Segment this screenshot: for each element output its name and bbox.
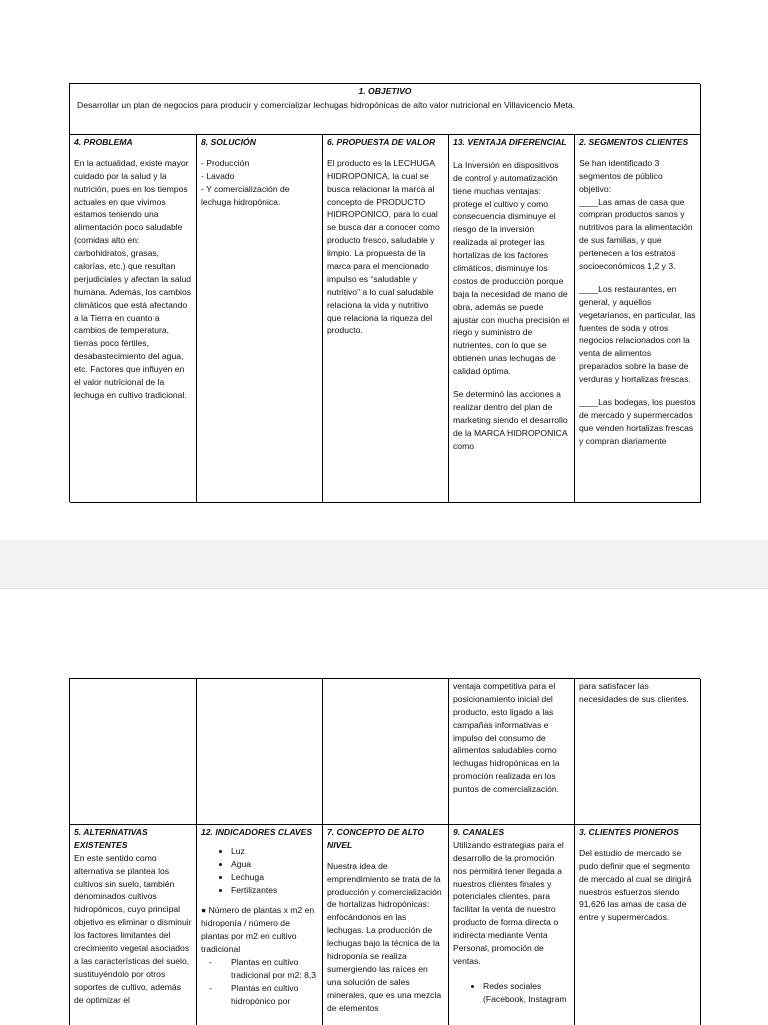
existing-alternatives-text: En este sentido como alternativa se plantea los cultivos sin suelo, también denominados cultivos hidropónicos, cuyo principal objetivo es eliminar o disminuir los factores limitantes del crecimiento vegetal asociados a las características del suelo, sustituyéndolo por otros soportes de cultivo, además de optimizar el [74, 852, 192, 1005]
customer-segment-item: ____Los restaurantes, en general, y aquellos vegetarianos, en particular, las fuentes de soda y otros negocios relacionados con la venta de alimentos preparados sobre la base de verduras y hortalizas frescas. [579, 283, 696, 385]
customer-segments-continued-text: para satisfacer las necesidades de sus clientes. [579, 681, 689, 704]
document-page-2 [0, 588, 768, 1025]
canvas-table-2 [69, 678, 700, 1025]
canvas-table-1 [69, 83, 700, 502]
key-indicator-item: • Agua [231, 858, 318, 871]
customer-segments-cell [575, 135, 701, 503]
key-indicator-metric: ● Número de plantas x m2 en hidroponía / número de plantas por m2 en cultivo tradicional [201, 905, 315, 955]
existing-alternatives-cell [70, 825, 197, 1025]
page-gap [0, 540, 768, 588]
pioneer-customers-heading: 3. CLIENTES PIONEROS [579, 827, 679, 837]
solution-heading: 8. SOLUCIÓN [201, 137, 256, 147]
pioneer-customers-cell [575, 825, 701, 1025]
customer-segments-intro: Se han identificado 3 segmentos de público objetivo: [579, 157, 663, 194]
empty-cell [197, 679, 323, 825]
key-indicator-subitem: - Plantas en cultivo hidropónico por [231, 982, 318, 1008]
key-indicator-item: • Lechuga [231, 871, 318, 884]
solution-item: - Y comercialización de lechuga hidropónica. [201, 183, 318, 209]
high-level-concept-heading: 7. CONCEPTO DE ALTO NIVEL [327, 827, 425, 850]
objective-cell [70, 84, 701, 135]
differential-advantage-text-1: La Inversión en dispositivos de control y automatización tiene muchas ventajas: protege el cultivo y como consecuencia disminuye el riesgo de la inversión realizada al proteger las hortalizas de los factores climáticos, disminuye los costos de producción porque baja la necesidad de mano de obra, además se puede ajustar con mucha precisión el riego y suministro de nutrientes, con lo que se obtienen unas lechugas de calidad óptima. [453, 159, 570, 377]
differential-advantage-heading: 13. VENTAJA DIFERENCIAL [453, 137, 567, 147]
channels-item: • Redes sociales (Facebook, Instagram [483, 980, 570, 1006]
customer-segment-item: ____Las amas de casa que compran productos sanos y nutritivos para la alimentación de sus familias, y que pertenecen a los estratos socioeconómicos 1,2 y 3. [579, 196, 693, 272]
problem-cell [70, 135, 197, 503]
problem-text: En la actualidad, existe mayor cuidado por la salud y la nutrición, pues en los tiempos actuales en que vivimos estamos teniendo una alimentación poco saludable (comidas alto en: carbohidratos, grasas, calorías, etc.) que resultan perjudiciales y afectan la salud humana. Además, los cambios climáticos que está afectando a la Tierra en cuanto a cambios de temperatura, tierras poco fértiles, desabastecimiento del agua, etc. Factores que influyen en el valor nutricional de la lechuga en cultivo tradicional. [74, 157, 192, 400]
existing-alternatives-heading: 5. ALTERNATIVAS EXISTENTES [74, 827, 148, 850]
channels-cell [449, 825, 575, 1025]
high-level-concept-cell [323, 825, 449, 1025]
value-proposition-cell [323, 135, 449, 503]
solution-cell [197, 135, 323, 503]
key-indicators-heading: 12. INDICADORES CLAVES [201, 827, 313, 837]
differential-advantage-continued-cell [449, 679, 575, 825]
empty-cell [70, 679, 197, 825]
channels-list [453, 980, 570, 1006]
solution-item: - Lavado [201, 170, 318, 183]
customer-segment-item: ____Las bodegas, los puestos de mercado y supermercados que venden hortalizas frescas y compran diariamente [579, 397, 696, 446]
high-level-concept-text: Nuestra idea de emprendimiento se trata de la producción y comercialización de hortalizas hidropónicas: enfocándonos en las lechugas. La producción de lechugas bajo la técnica de la hidroponía se realiza sumergiendo las raíces en una solución de sales minerales, que es una mezcla de elementos [327, 860, 442, 1013]
empty-cell [323, 679, 449, 825]
key-indicators-cell [197, 825, 323, 1025]
channels-heading: 9. CANALES [453, 827, 505, 837]
key-indicator-item: • Fertilizantes [231, 884, 318, 897]
solution-item: - Producción [201, 157, 318, 170]
key-indicators-list [201, 845, 318, 897]
customer-segments-continued-cell [575, 679, 701, 825]
channels-text: Utilizando estrategias para el desarrollo de la promoción nos permitirá tener llegada a nuestros clientes finales y potenciales clientes, para facilitar la venta de nuestro producto de forma directa o indirecta mediante Venta Personal, promoción de ventas. [453, 839, 564, 966]
value-proposition-heading: 6. PROPUESTA DE VALOR [327, 137, 436, 147]
problem-heading: 4. PROBLEMA [74, 137, 133, 147]
value-proposition-text: El producto es la LECHUGA HIDROPONICA, la cual se busca relacionar la marca al concepto de PRODUCTO HIDROPONICO, para lo cual se busca dar a conocer como producto fresco, saludable y limpio. La propuesta de la marca para el mencionado impulso es “saludable y nutritivo” a lo cual saludable relaciona la vida y nutritivo que relaciona la riqueza del producto. [327, 157, 440, 336]
key-indicator-sublist [201, 956, 318, 1008]
solution-list [201, 157, 318, 209]
differential-advantage-cell [449, 135, 575, 503]
key-indicator-subitem: - Plantas en cultivo tradicional por m2: 8,3 [231, 956, 318, 982]
objective-heading: 1. OBJETIVO [358, 86, 412, 96]
pioneer-customers-text: Del estudio de mercado se pudo definir que el segmento de mercado al cual se dirigirá nuestros esfuerzos siendo 91,626 las amas de casa de entre y supermercados. [579, 847, 692, 923]
differential-advantage-text-2: Se determinó las acciones a realizar dentro del plan de marketing siendo el desarrollo de la MARCA HIDROPONICA como [453, 389, 568, 451]
differential-advantage-continued-text: ventaja competitiva para el posicionamiento inicial del producto, esto ligado a las campañas informativas e impulso del consumo de alimentos saludables como lechugas hidropónicas en la promoción realizada en los puntos de comercialización. [453, 681, 560, 795]
objective-text: Desarrollar un plan de negocios para producir y comercializar lechugas hidropónicas de alto valor nutricional en Villavicencio Meta. [77, 99, 576, 110]
key-indicator-item: • Luz [231, 845, 318, 858]
customer-segments-heading: 2. SEGMENTOS CLIENTES [579, 137, 689, 147]
